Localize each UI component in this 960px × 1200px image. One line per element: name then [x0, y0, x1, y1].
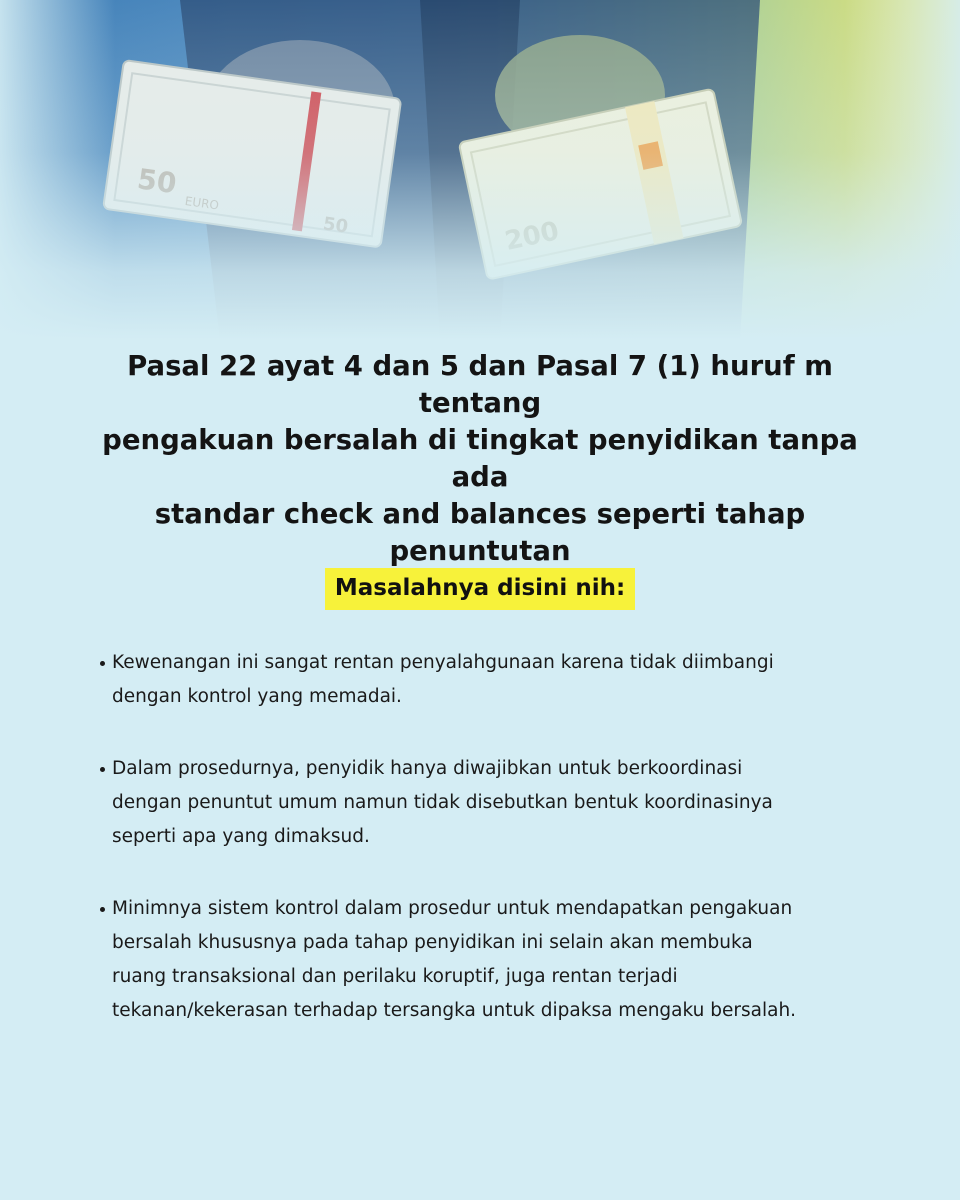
title-line: pengakuan bersalah di tingkat penyidikan tanpa ada [102, 424, 858, 493]
bullet-line: bersalah khususnya pada tahap penyidikan ini selain akan membuka [112, 932, 753, 953]
title-line: standar check and balances seperti tahap [154, 498, 806, 530]
page-title [80, 348, 880, 570]
bullet-item [100, 646, 900, 714]
bullet-line: tekanan/kekerasan terhadap tersangka untuk dipaksa mengaku bersalah. [112, 1000, 797, 1021]
bullet-dot-icon [100, 907, 105, 912]
bullet-line: dengan kontrol yang memadai. [112, 686, 402, 707]
bullet-line: Dalam prosedurnya, penyidik hanya diwajibkan untuk berkoordinasi [112, 758, 743, 779]
highlight-heading: Masalahnya disini nih: [325, 568, 635, 610]
bullet-line: seperti apa yang dimaksud. [112, 826, 370, 847]
bullet-item [100, 752, 900, 854]
title-line: penuntutan [389, 535, 571, 567]
bullet-line: ruang transaksional dan perilaku koruptif, juga rentan terjadi [112, 966, 678, 987]
title-line: Pasal 22 ayat 4 dan 5 dan Pasal 7 (1) huruf m tentang [127, 350, 833, 419]
bullet-dot-icon [100, 767, 105, 772]
bullet-line: Kewenangan ini sangat rentan penyalahgunaan karena tidak diimbangi [112, 652, 774, 673]
bullet-line: Minimnya sistem kontrol dalam prosedur untuk mendapatkan pengakuan [112, 898, 793, 919]
bullet-dot-icon [100, 661, 105, 666]
bullet-list [100, 646, 900, 1028]
bullet-item [100, 892, 900, 1028]
bullet-line: dengan penuntut umum namun tidak disebutkan bentuk koordinasinya [112, 792, 773, 813]
highlight-container [0, 568, 960, 610]
hero-image [0, 0, 960, 340]
